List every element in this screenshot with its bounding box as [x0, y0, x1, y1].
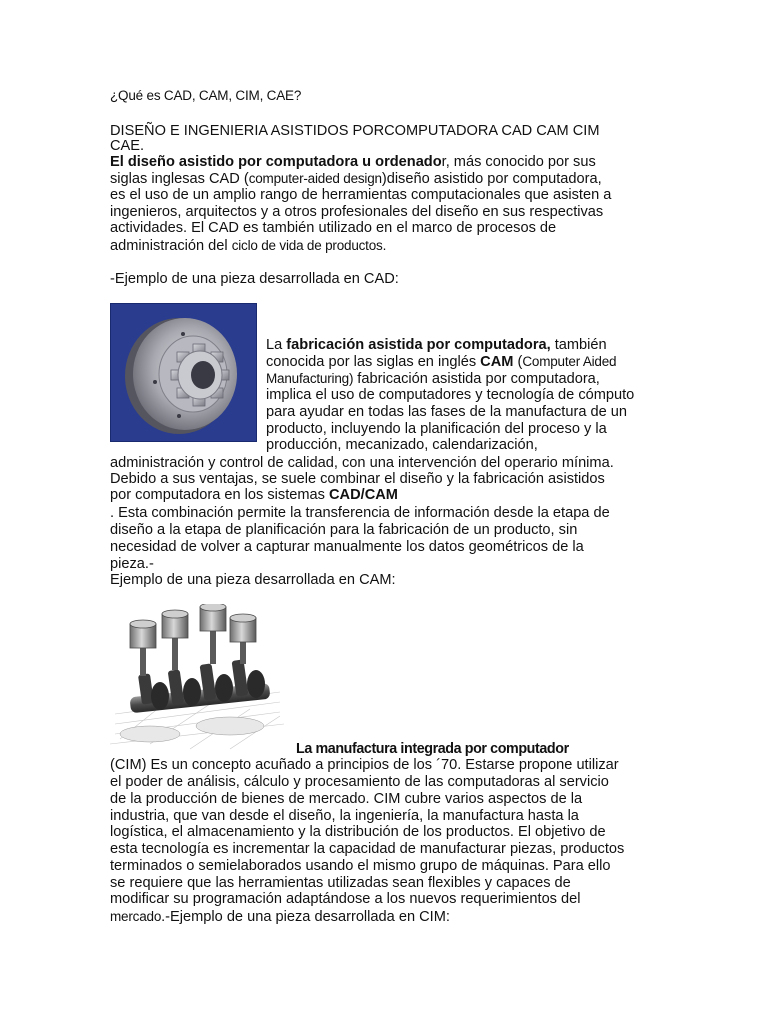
cad-paragraph-line-6: administración del ciclo de vida de productos.	[110, 238, 387, 254]
cam-paragraph-line-10: por computadora en los sistemas CAD/CAM	[110, 487, 398, 503]
section-title-line-2: CAE.	[110, 138, 145, 154]
cam-paragraph-line-14: pieza.-	[110, 556, 154, 572]
cim-paragraph-line-5: logística, el almacenamiento y la distribución de los productos. El objetivo de	[110, 824, 606, 840]
cim-paragraph-line-2: el poder de análisis, cálculo y procesamiento de las computadoras al servicio	[110, 774, 609, 790]
cam-paragraph-line-2: conocida por las siglas en inglés CAM (Computer Aided	[266, 354, 617, 370]
cim-title: La manufactura integrada por computador	[296, 741, 569, 757]
page-heading: ¿Qué es CAD, CAM, CIM, CAE?	[110, 88, 302, 103]
cam-paragraph-line-12: diseño a la etapa de planificación para la fabricación de un producto, sin	[110, 522, 578, 538]
cam-part-image	[110, 604, 284, 751]
cam-paragraph-line-6: producto, incluyendo la planificación del proceso y la	[266, 421, 607, 437]
cim-paragraph-line-8: se requiere que las herramientas utilizadas sean flexibles y capaces de	[110, 875, 571, 891]
cam-paragraph-line-8: administración y control de calidad, con una intervención del operario mínima.	[110, 455, 614, 471]
cam-paragraph-line-11: . Esta combinación permite la transferencia de información desde la etapa de	[110, 505, 610, 521]
cam-paragraph-line-7: producción, mecanizado, calendarización,	[266, 437, 538, 453]
cad-part-image	[110, 303, 257, 442]
cim-paragraph-line-6: esta tecnología es incrementar la capacidad de manufacturar piezas, productos	[110, 841, 625, 857]
cad-paragraph-line-2: siglas inglesas CAD (computer-aided design)diseño asistido por computadora,	[110, 171, 602, 187]
cim-paragraph-line-1: (CIM) Es un concepto acuñado a principios de los ´70. Estarse propone utilizar	[110, 757, 619, 773]
cad-paragraph-line-1: El diseño asistido por computadora u ordenador, más conocido por sus	[110, 154, 596, 170]
cim-paragraph-line-7: terminados o semielaborados usando el mismo grupo de máquinas. Para ello	[110, 858, 611, 874]
cam-paragraph-line-4: implica el uso de computadores y tecnología de cómputo	[266, 387, 635, 403]
cim-paragraph-line-9: modificar su programación adaptándose a los nuevos requerimientos del	[110, 891, 581, 907]
cad-example-caption: -Ejemplo de una pieza desarrollada en CAD:	[110, 271, 399, 287]
cam-paragraph-line-1: La fabricación asistida por computadora, también	[266, 337, 607, 353]
cad-paragraph-line-4: ingenieros, arquitectos y a otros profesionales del diseño en sus respectivas	[110, 204, 604, 220]
cim-paragraph-line-4: industria, que van desde el diseño, la ingeniería, la manufactura hasta la	[110, 808, 579, 824]
cam-paragraph-line-5: para ayudar en todas las fases de la manufactura de un	[266, 404, 628, 420]
cad-paragraph-line-3: es el uso de un amplio rango de herramientas computacionales que asisten a	[110, 187, 612, 203]
cam-paragraph-line-3: Manufacturing) fabricación asistida por computadora,	[266, 371, 600, 387]
cam-paragraph-line-13: necesidad de volver a capturar manualmente los datos geométricos de la	[110, 539, 584, 555]
cam-paragraph-line-9: Debido a sus ventajas, se suele combinar el diseño y la fabricación asistidos	[110, 471, 605, 487]
cam-example-caption: Ejemplo de una pieza desarrollada en CAM:	[110, 572, 396, 588]
section-title-line-1: DISEÑO E INGENIERIA ASISTIDOS PORCOMPUTADORA CAD CAM CIM	[110, 123, 600, 139]
cim-paragraph-line-3: de la producción de bienes de mercado. CIM cubre varios aspectos de la	[110, 791, 583, 807]
cad-gear-illustration	[111, 304, 256, 441]
crankshaft-pistons-illustration	[110, 604, 284, 751]
cim-paragraph-line-10: mercado.-Ejemplo de una pieza desarrollada en CIM:	[110, 909, 450, 925]
cad-paragraph-line-5: actividades. El CAD es también utilizado en el marco de procesos de	[110, 220, 557, 236]
